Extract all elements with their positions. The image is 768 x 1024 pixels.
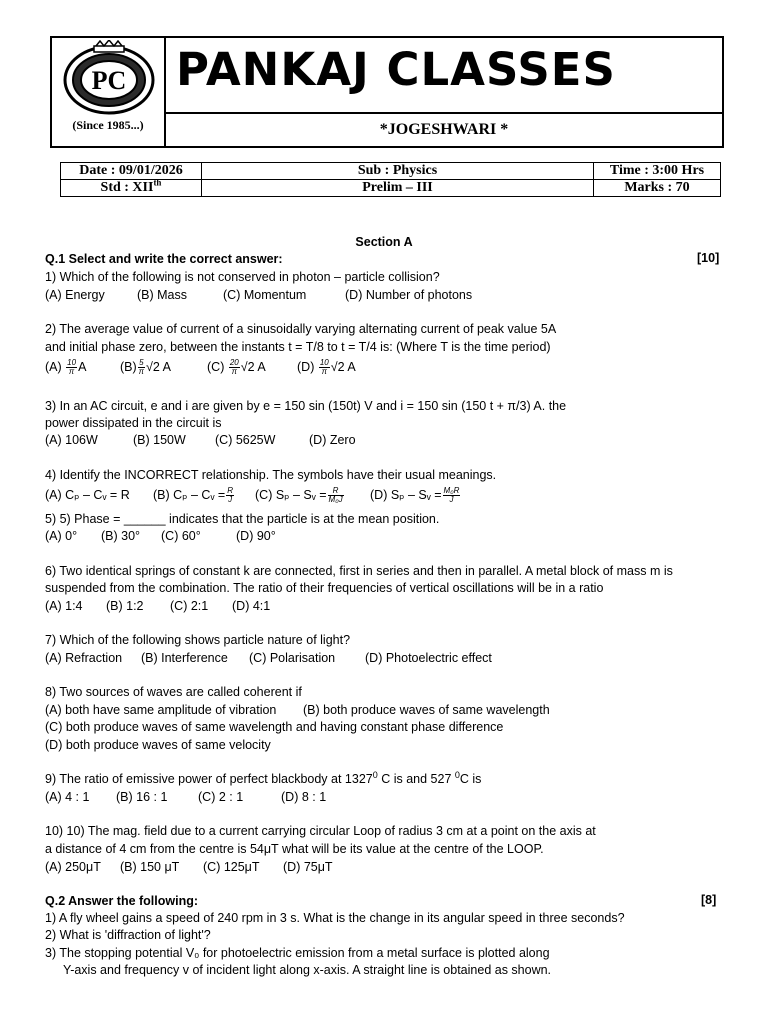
option: (A) 106W bbox=[45, 433, 98, 447]
option: (D) both produce waves of same velocity bbox=[45, 738, 271, 752]
q2-marks: [8] bbox=[701, 893, 717, 907]
options-row bbox=[45, 598, 270, 614]
option: (C) 60° bbox=[161, 529, 201, 543]
fraction: $\frac{\text{M₀R}}{J}$ bbox=[443, 486, 460, 505]
options-row bbox=[45, 528, 276, 544]
fraction: $\frac{R}{\text{M₀J}}$ bbox=[328, 486, 343, 505]
question-text: 3) In an AC circuit, e and i are given by e = 150 sin (150t) V and i = 150 sin (150 t + π/3) A. the bbox=[45, 399, 567, 413]
option-tail: √2 A bbox=[240, 360, 266, 374]
subject-cell: Sub : Physics bbox=[202, 163, 594, 180]
question-text: 5) 5) Phase = ______ indicates that the particle is at the mean position. bbox=[45, 512, 440, 526]
option: (D) 75μT bbox=[283, 860, 333, 874]
std-cell bbox=[61, 177, 202, 197]
option-label: (A) bbox=[45, 360, 62, 374]
options-row bbox=[45, 287, 472, 303]
option: (C) Momentum bbox=[223, 288, 307, 302]
time-cell: Time : 3:00 Hrs bbox=[594, 163, 721, 180]
logo-text: PC bbox=[91, 66, 127, 95]
option: (A) Energy bbox=[45, 288, 105, 302]
option: (C) Polarisation bbox=[249, 651, 336, 665]
option: (A) 4 : 1 bbox=[45, 790, 90, 804]
date-cell: Date : 09/01/2026 bbox=[61, 163, 202, 180]
fraction: $\frac{20}{\pi}$ bbox=[229, 358, 239, 377]
option: (D) Photoelectric effect bbox=[365, 651, 492, 665]
option bbox=[370, 485, 461, 505]
options-row bbox=[45, 650, 492, 666]
option: (B) 150W bbox=[133, 433, 186, 447]
question-text: Y-axis and frequency v of incident light along x-axis. A straight line is obtained as shown. bbox=[63, 963, 552, 977]
options-row bbox=[45, 702, 550, 718]
question-text: 2) The average value of current of a sinusoidally varying alternating current of peak value 5A bbox=[45, 322, 557, 336]
option: (A) 0° bbox=[45, 529, 78, 543]
option: (C) both produce waves of same wavelength and having constant phase difference bbox=[45, 720, 504, 734]
option bbox=[45, 357, 120, 377]
option-label: (B) bbox=[120, 360, 137, 374]
options-row bbox=[45, 485, 461, 505]
option: (B) 30° bbox=[101, 529, 141, 543]
option: (C) 5625W bbox=[215, 433, 276, 447]
option: (A) 250μT bbox=[45, 860, 101, 874]
fraction: $\frac{10}{\pi}$ bbox=[319, 358, 329, 377]
brand-title: PANKAJ CLASSES bbox=[176, 43, 616, 96]
options-row bbox=[45, 859, 333, 875]
option: (B) both produce waves of same wavelength bbox=[303, 703, 550, 717]
options-row bbox=[45, 432, 356, 448]
header-box bbox=[50, 36, 724, 148]
option bbox=[255, 485, 370, 505]
question-text: a distance of 4 cm from the centre is 54μT what will be its value at the centre of the LOOP. bbox=[45, 842, 544, 856]
option: (A) Refraction bbox=[45, 651, 123, 665]
exam-info-table bbox=[60, 162, 721, 197]
question-text: and initial phase zero, between the instants t = T/8 to t = T/4 is: (Where T is the time period) bbox=[45, 340, 551, 354]
option: (B) 1:2 bbox=[106, 599, 144, 613]
option-label: (C) Sₚ – Sᵥ = bbox=[255, 488, 327, 502]
fraction: $\frac{5}{\pi}$ bbox=[138, 358, 145, 377]
option-label: (D) Sₚ – Sᵥ = bbox=[370, 488, 442, 502]
option: (D) Zero bbox=[309, 433, 356, 447]
question-text: 1) Which of the following is not conserved in photon – particle collision? bbox=[45, 270, 440, 284]
option-tail: A bbox=[78, 360, 87, 374]
question-text: 7) Which of the following shows particle nature of light? bbox=[45, 633, 351, 647]
std-text: Std : XII bbox=[100, 180, 154, 195]
options-row bbox=[45, 789, 326, 805]
question-text: 9) The ratio of emissive power of perfect blackbody at 1327$^0$ C is and 527 $^0$C is bbox=[45, 769, 482, 786]
since-text: (Since 1985...) bbox=[72, 118, 144, 132]
option: (C) 125μT bbox=[203, 860, 260, 874]
option bbox=[207, 357, 297, 377]
logo-cell bbox=[52, 38, 166, 146]
option: (D) Number of photons bbox=[345, 288, 473, 302]
branch-name: *JOGESHWARI * bbox=[379, 121, 509, 138]
option bbox=[120, 357, 207, 377]
option-label: (D) bbox=[297, 360, 315, 374]
option: (B) 150 μT bbox=[120, 860, 180, 874]
q2-heading: Q.2 Answer the following: bbox=[45, 894, 199, 908]
option: (C) 2 : 1 bbox=[198, 790, 244, 804]
question-text: 1) A fly wheel gains a speed of 240 rpm in 3 s. What is the change in its angular speed in three seconds? bbox=[45, 911, 625, 925]
logo-icon bbox=[54, 40, 164, 120]
question-text: 6) Two identical springs of constant k are connected, first in series and then in parallel. A metal block of mass m is bbox=[45, 564, 673, 578]
info-row bbox=[61, 180, 721, 197]
question-text: 4) Identify the INCORRECT relationship. The symbols have their usual meanings. bbox=[45, 468, 497, 482]
question-text: power dissipated in the circuit is bbox=[45, 416, 222, 430]
question-text: 3) The stopping potential V₀ for photoelectric emission from a metal surface is plotted along bbox=[45, 946, 550, 960]
option-tail: √2 A bbox=[330, 360, 356, 374]
option bbox=[297, 357, 356, 377]
option: (B) Interference bbox=[141, 651, 228, 665]
option: (A) both have same amplitude of vibration bbox=[45, 703, 277, 717]
fraction: $\frac{10}{\pi}$ bbox=[67, 358, 77, 377]
q1-marks: [10] bbox=[697, 251, 720, 265]
option-label: (C) bbox=[207, 360, 225, 374]
std-sup: th bbox=[153, 177, 162, 188]
option: (A) Cₚ – Cᵥ = R bbox=[45, 488, 130, 502]
option: (D) 90° bbox=[236, 529, 276, 543]
option-tail: √2 A bbox=[146, 360, 171, 374]
option bbox=[153, 485, 255, 505]
question-text: 2) What is 'diffraction of light'? bbox=[45, 928, 211, 942]
question-text: suspended from the combination. The ratio of their frequencies of vertical oscillations will be in a ratio bbox=[45, 581, 604, 595]
option-label: (B) Cₚ – Cᵥ = bbox=[153, 488, 226, 502]
option: (B) 16 : 1 bbox=[116, 790, 168, 804]
section-title: Section A bbox=[355, 235, 413, 249]
option: (B) Mass bbox=[137, 288, 187, 302]
fraction: $\frac{R}{J}$ bbox=[227, 486, 234, 505]
option: (C) 2:1 bbox=[170, 599, 209, 613]
question-text: 8) Two sources of waves are called coherent if bbox=[45, 685, 302, 699]
options-row bbox=[45, 357, 356, 377]
q1-heading: Q.1 Select and write the correct answer: bbox=[45, 252, 283, 266]
option: (D) 8 : 1 bbox=[281, 790, 327, 804]
question-text: 10) 10) The mag. field due to a current carrying circular Loop of radius 3 cm at a point on the axis at bbox=[45, 824, 596, 838]
option: (D) 4:1 bbox=[232, 599, 271, 613]
marks-cell: Marks : 70 bbox=[594, 180, 721, 197]
exam-cell: Prelim – III bbox=[202, 180, 594, 197]
option: (A) 1:4 bbox=[45, 599, 83, 613]
